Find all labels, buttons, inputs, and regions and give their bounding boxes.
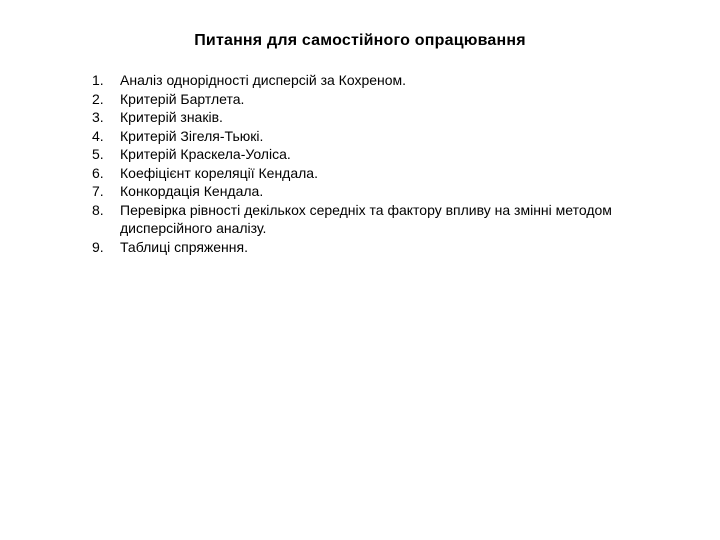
list-item — [92, 145, 702, 164]
item-number: 3. — [92, 109, 104, 125]
item-text: Таблиці спряження. — [120, 238, 248, 255]
item-text: Критерій Краскела-Уоліса. — [120, 146, 291, 162]
item-number: 9. — [92, 238, 104, 255]
item-number: 8. — [92, 201, 104, 218]
slide-title: Питання для самостійного опрацювання — [194, 32, 526, 49]
item-number: 2. — [92, 90, 104, 107]
item-number: 4. — [92, 127, 104, 144]
item-number: 7. — [92, 183, 104, 199]
item-number: 6. — [92, 164, 104, 181]
item-number: 1. — [92, 72, 104, 88]
item-text: Коефіцієнт кореляції Кендала. — [120, 164, 318, 181]
list-item — [92, 182, 702, 201]
item-text: Критерій Зігеля-Тьюкі. — [120, 127, 264, 144]
item-text: Конкордація Кендала. — [120, 183, 264, 199]
item-text: Критерій Бартлета. — [120, 90, 245, 107]
item-number: 5. — [92, 146, 104, 162]
list-item — [92, 238, 702, 257]
list-item — [92, 201, 702, 238]
list-item — [92, 90, 702, 109]
list-item — [92, 71, 702, 90]
item-text: Перевірка рівності декількох середніх та фактору впливу на змінні методом дисперсійного аналізу. — [120, 201, 612, 236]
item-text: Критерій знаків. — [120, 109, 223, 125]
list-item — [92, 164, 702, 183]
questions-list — [92, 71, 702, 256]
list-item — [92, 108, 702, 127]
list-item — [92, 127, 702, 146]
item-text: Аналіз однорідності дисперсій за Кохреном. — [120, 72, 407, 88]
